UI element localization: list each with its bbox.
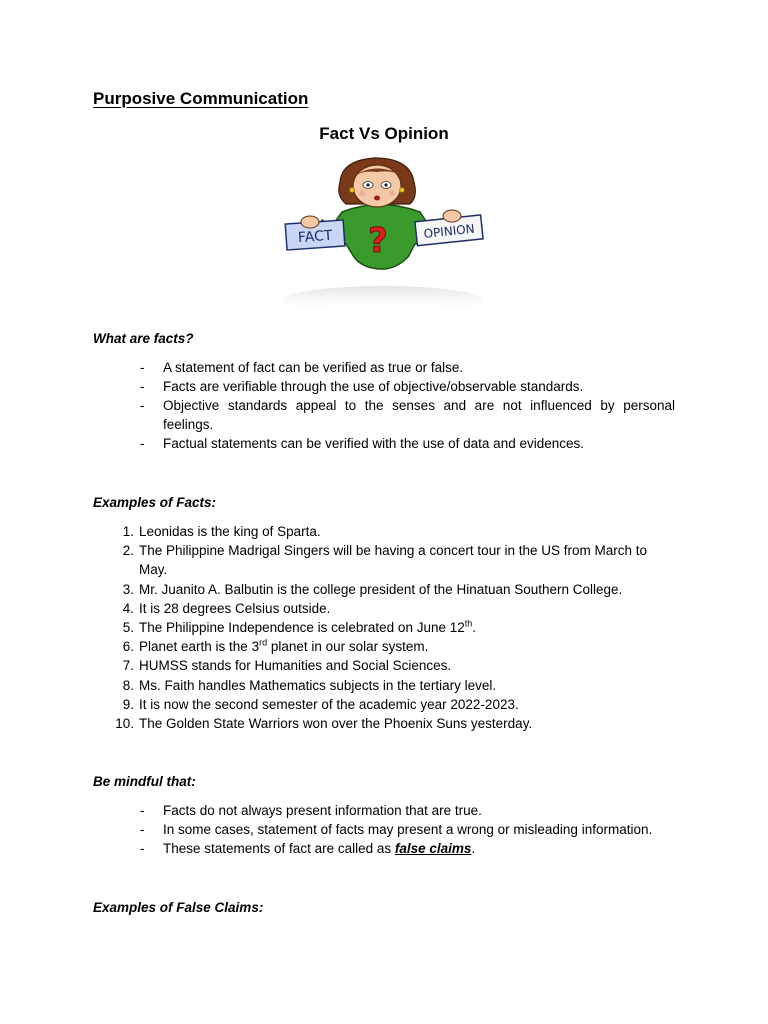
mindful-heading: Be mindful that: [93, 774, 196, 789]
facts-list [140, 358, 675, 453]
list-item: 8. Ms. Faith handles Mathematics subjects in the tertiary level. [122, 677, 497, 693]
list-item: - Factual statements can be verified with the use of data and evidences. [140, 436, 584, 451]
fact-vs-opinion-illustration [280, 152, 490, 317]
question-mark: ? [368, 221, 388, 261]
examples-heading: Examples of Facts: [93, 495, 217, 510]
list-item: 5. The Philippine Independence is celebrated on June 12th. [122, 618, 477, 636]
right-hand [443, 210, 461, 222]
list-item: 7. HUMSS stands for Humanities and Social Sciences. [122, 658, 452, 674]
floor-reflection [283, 286, 483, 314]
list-item: - Facts do not always present information that are true. [140, 803, 482, 818]
list-item: - Objective standards appeal to the senses and are not influenced by personal feelings. [140, 398, 675, 432]
false-claims-heading: Examples of False Claims: [93, 900, 264, 915]
list-item: 2. The Philippine Madrigal Singers will be having a concert tour in the US from March to May. [122, 543, 647, 578]
list-item: - Facts are verifiable through the use of objective/observable standards. [140, 379, 584, 394]
mindful-list [140, 801, 675, 858]
facts-heading: What are facts? [93, 331, 194, 346]
list-item: 4. It is 28 degrees Celsius outside. [122, 600, 331, 616]
list-item: 6. Planet earth is the 3rd planet in our solar system. [122, 637, 429, 655]
list-item: 1. Leonidas is the king of Sparta. [122, 524, 321, 539]
page-title: Fact Vs Opinion [319, 124, 449, 143]
list-item: 9. It is now the second semester of the academic year 2022-2023. [122, 696, 519, 712]
list-item: - In some cases, statement of facts may present a wrong or misleading information. [140, 822, 653, 837]
list-item: - These statements of fact are called as false claims. [140, 841, 476, 856]
svg-text:OPINION: OPINION [422, 221, 476, 241]
examples-list [114, 522, 676, 733]
left-hand [301, 216, 319, 228]
list-item: - A statement of fact can be verified as true or false. [140, 360, 464, 375]
list-item: 3. Mr. Juanito A. Balbutin is the college president of the Hinatuan Southern College. [122, 581, 623, 597]
course-title: Purposive Communication [93, 89, 309, 108]
list-item: 10. The Golden State Warriors won over the Phoenix Suns yesterday. [115, 716, 533, 732]
svg-text:FACT: FACT [297, 227, 333, 247]
false-claims-term: false claims [394, 841, 472, 856]
